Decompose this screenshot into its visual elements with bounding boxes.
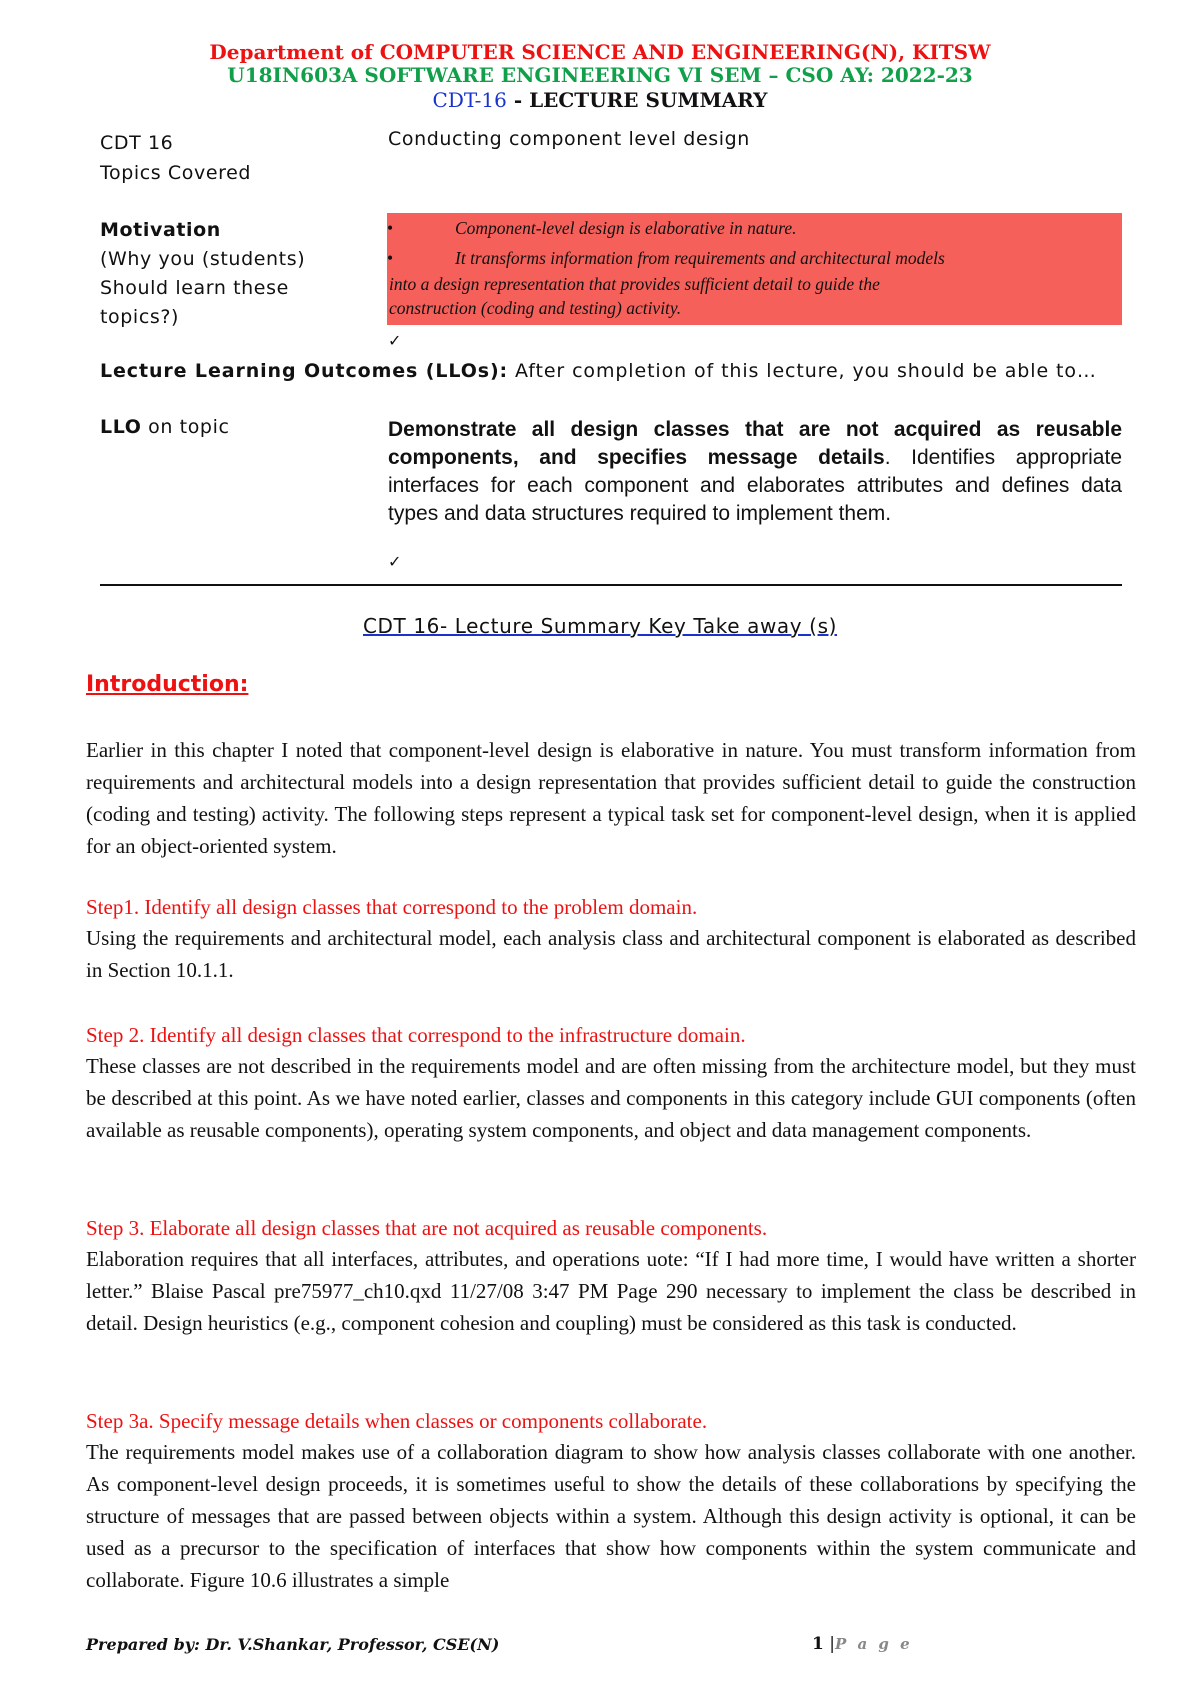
cdt-number: CDT 16: [100, 132, 174, 154]
motivation-sub-line: (Why you (students): [100, 248, 306, 270]
page-indicator: [812, 1634, 913, 1654]
introduction-paragraph: Earlier in this chapter I noted that component-level design is elaborative in nature. You must transform information from requirements and architectural models into a design representation that provides sufficient detail to guide the construction (coding and testing) activity. The following steps represent a typical task set for component-level design, when it is applied for an object-oriented system.: [86, 738, 1136, 858]
department-title: Department of COMPUTER SCIENCE AND ENGINEERING(N), KITSW: [209, 40, 991, 64]
motivation-bullet-text: It transforms information from requirements and architectural models: [455, 248, 945, 268]
check-icon: ✓: [388, 552, 402, 571]
motivation-sub-line: topics?): [100, 306, 180, 328]
motivation-bullet-text: Component-level design is elaborative in nature.: [455, 218, 797, 238]
lecture-summary-title: [0, 88, 1200, 112]
llo-heading-rest: After completion of this lecture, you should be able to…: [508, 360, 1097, 382]
step-heading: Step1. Identify all design classes that correspond to the problem domain.: [86, 895, 698, 919]
cdt-code: CDT-16: [432, 88, 507, 112]
step-heading: Step 3a. Specify message details when classes or components collaborate.: [86, 1409, 708, 1433]
llo-text: [388, 416, 1122, 528]
step-body: Using the requirements and architectural model, each analysis class and architectural component is elaborated as described in Section 10.1.1.: [86, 926, 1136, 982]
motivation-continuation: construction (coding and testing) activity.: [389, 298, 682, 318]
introduction-heading: Introduction:: [86, 672, 249, 697]
llo-heading-bold: Lecture Learning Outcomes (LLOs):: [100, 360, 509, 382]
course-title: U18IN603A SOFTWARE ENGINEERING VI SEM – CSO AY: 2022-23: [227, 63, 973, 87]
step-body: The requirements model makes use of a collaboration diagram to show how analysis classes collaborate with one another. As component-level design proceeds, it is sometimes useful to show the details of these collaborations by specifying the structure of messages that are passed between objects within a system. Although this design activity is optional, it can be used as a precursor to the specification of interfaces that show how components within the system communicate and collaborate. Figure 10.6 illustrates a simple: [86, 1440, 1136, 1592]
check-icon: ✓: [388, 331, 402, 350]
bullet-icon: •: [387, 218, 394, 238]
motivation-highlight-box: [387, 213, 1122, 325]
page-label: P a g e: [834, 1635, 913, 1653]
step-heading: Step 2. Identify all design classes that correspond to the infrastructure domain.: [86, 1023, 746, 1047]
page-separator: |: [823, 1634, 835, 1654]
lecture-summary-label: - LECTURE SUMMARY: [506, 88, 768, 112]
bullet-icon: •: [387, 248, 394, 268]
llo-text-bold: Demonstrate all design classes that are not acquired as reusable components, and specifies message details: [388, 418, 1122, 469]
motivation-continuation: into a design representation that provides sufficient detail to guide the: [389, 274, 880, 294]
llo-label: [100, 416, 230, 438]
topics-label: [100, 128, 251, 188]
motivation-label: [100, 216, 305, 332]
page-number: 1: [812, 1634, 824, 1654]
section-divider: [100, 584, 1122, 586]
llo-heading: [100, 358, 1122, 385]
summary-title-text: CDT 16- Lecture Summary Key Take away (s): [362, 614, 838, 638]
step-heading: Step 3. Elaborate all design classes that are not acquired as reusable components.: [86, 1216, 768, 1240]
motivation-heading: Motivation: [100, 219, 221, 241]
prepared-by: Prepared by: Dr. V.Shankar, Professor, CSE(N): [86, 1635, 500, 1654]
motivation-sub-line: Should learn these: [100, 277, 289, 299]
step-body: Elaboration requires that all interfaces, attributes, and operations uote: “If I had more time, I would have written a shorter letter.” Blaise Pascal pre75977_ch10.qxd 11/27/08 3:47 PM Page 290 necessary to implement the class be described in detail. Design heuristics (e.g., component cohesion and coupling) must be considered as this task is conducted.: [86, 1247, 1136, 1335]
llo-label-bold: LLO: [100, 416, 142, 438]
topics-covered-label: Topics Covered: [100, 162, 252, 184]
topic-value: Conducting component level design: [388, 128, 750, 150]
llo-text-rest: . Identifies appropriate interfaces for each component and elaborates attributes and defines data types and data structures required to implement them.: [388, 446, 1122, 525]
step-body: These classes are not described in the requirements model and are often missing from the architecture model, but they must be described at this point. As we have noted earlier, classes and components in this category include GUI components (often available as reusable components), operating system components, and object and data management components.: [86, 1054, 1136, 1142]
summary-title: [0, 614, 1200, 638]
llo-label-rest: on topic: [141, 416, 230, 438]
